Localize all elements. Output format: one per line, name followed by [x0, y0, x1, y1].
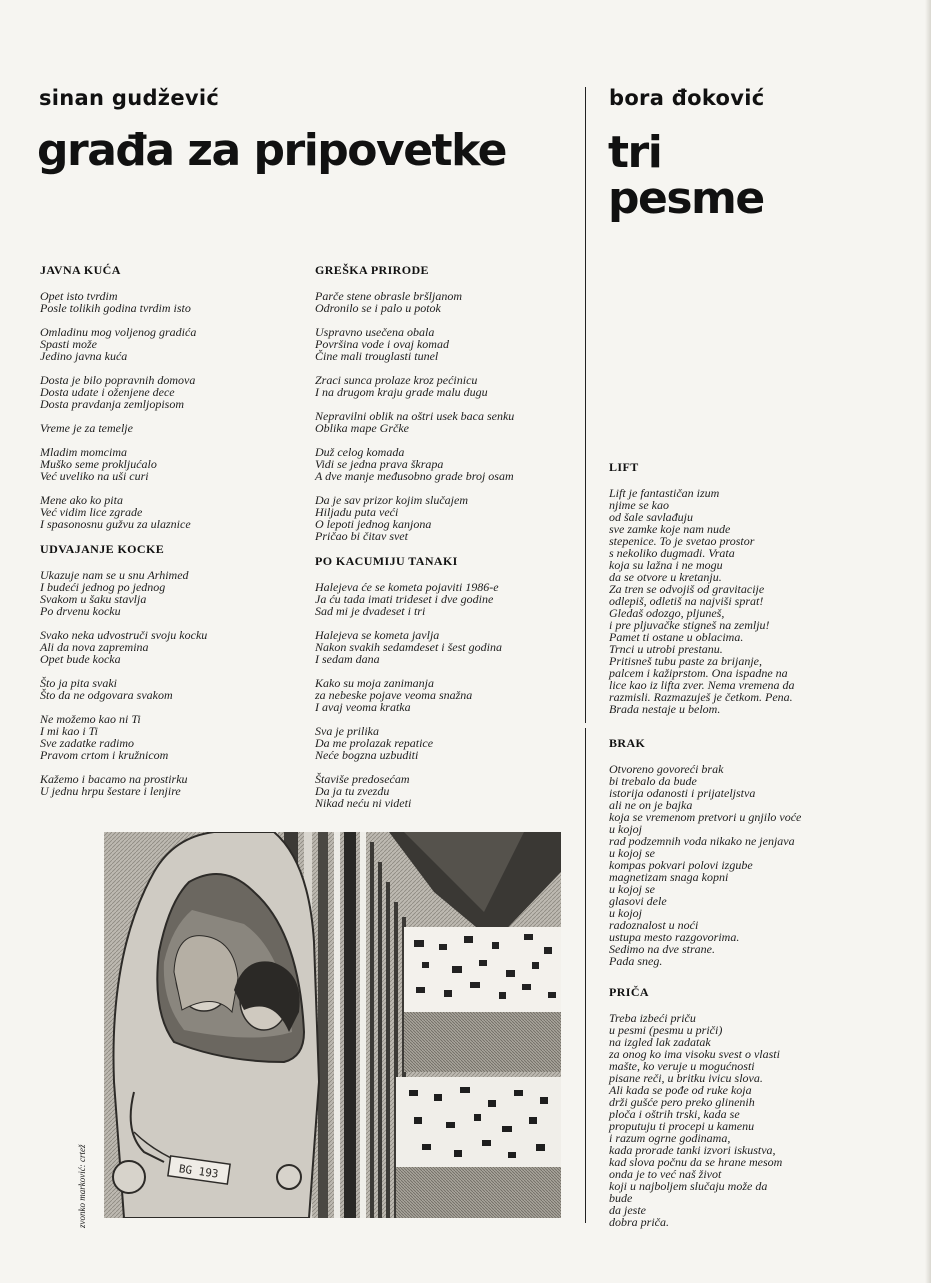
illustration-drawing	[104, 832, 561, 1218]
car-drawing	[113, 832, 319, 1218]
poem-title-po-kacumiju-tanaki: PO KACUMIJU TANAKI	[315, 554, 458, 568]
drawing-svg	[104, 832, 561, 1218]
left-title-text: građa za pripovetke	[37, 125, 506, 176]
poem-title-lift: LIFT	[609, 460, 639, 474]
stanza: Vreme je za temelje	[40, 421, 133, 435]
page-edge	[925, 0, 931, 1283]
right-title	[608, 127, 764, 224]
stanza: Zraci sunca prolaze kroz pećinicu I na drugom kraju grade malu dugu	[315, 373, 488, 399]
stanza: Dosta je bilo popravnih domova Dosta udate i oženjene dece Dosta pravdanja zemljopisom	[40, 373, 196, 411]
stanza: Sva je prilika Da me prolazak repatice Neće bogzna uzbuditi	[315, 724, 434, 762]
poem-column-1	[40, 263, 300, 809]
column-divider-bottom	[585, 728, 586, 1223]
stanza: Nepravilni oblik na oštri usek baca senku Oblika mape Grčke	[315, 409, 515, 435]
stanza: Ne možemo kao ni Ti I mi kao i Ti Sve zadatke radimo Pravom crtom i kružnicom	[40, 712, 169, 762]
right-poem-lift	[609, 460, 909, 715]
illustration-caption: zvonko marković: crtež	[77, 1144, 87, 1228]
stanza: Uspravno usečena obala Površina vode i ovaj komad Čine mali trouglasti tunel	[315, 325, 449, 363]
stanza: Svako neka udvostruči svoju kocku Ali da nova zapremina Opet bude kocka	[40, 628, 208, 666]
stanza: Kažemo i bacamo na prostirku U jednu hrpu šestare i lenjire	[40, 772, 188, 798]
stanza: Duž celog komada Vidi se jedna prava škrapa A dve manje međusobno grade broj osam	[315, 445, 514, 483]
stanza: Mladim momcima Muško seme prokljućalo Već uveliko na uši curi	[40, 445, 157, 483]
stanza: Da je sav prizor kojim slučajem Hiljadu puta veći O lepoti jednog kanjona Pričao bi čitav svet	[315, 493, 468, 543]
left-title	[37, 125, 506, 176]
stanza: Što ja pita svaki Što da ne odgovara svakom	[40, 676, 173, 702]
stanza: Halejeva se kometa javlja Nakon svakih sedamdeset i šest godina I sedam dana	[315, 628, 502, 666]
poem-title-brak: BRAK	[609, 736, 646, 750]
poem-text-prica: Treba izbeći priču u pesmi (pesmu u priči) na izgled lak zadatak za onog ko ima visoku svest o vlasti mašte, ko veruje u mogućnosti pisane reči, u britku ivicu slova. Ali kada se pođe od ruke koja drži gušće pero preko glinenih ploča i oštrih trski, kada se proputuju ti procepi u kamenu i razum ogrne godinama, kada prorade tanki izvori iskustva, kad slova počnu da se hrane mesom onda je to već naš život koji u najboljem slučaju može da bude da jeste dobra priča.	[609, 1011, 783, 1229]
poem-column-2	[315, 263, 577, 821]
column-divider-top	[585, 87, 586, 723]
stanza: Kako su moja zanimanja za nebeske pojave veoma snažna I avaj veoma kratka	[315, 676, 473, 714]
stanza: Parče stene obrasle bršljanom Odronilo se i palo u potok	[315, 289, 462, 315]
right-title-line-1: tri	[608, 127, 662, 178]
stanza: Štaviše predosećam Da ja tu zvezdu Nikad neću ni videti	[315, 772, 412, 810]
right-poem-brak	[609, 736, 909, 967]
stanza: Omladinu mog voljenog gradića Spasti može Jedino javna kuća	[40, 325, 197, 363]
poem-title-greska-prirode: GREŠKA PRIRODE	[315, 263, 429, 277]
stanza: Mene ako ko pita Već vidim lice zgrade I spasonosnu gužvu za ulaznice	[40, 493, 191, 531]
right-author: bora đoković	[609, 86, 765, 110]
left-author: sinan gudžević	[39, 86, 220, 110]
poem-title-javna-kuca: JAVNA KUĆA	[40, 263, 121, 277]
poem-text-lift: Lift je fantastičan izum njime se kao od šale savlađuju sve zamke koje nam nude stepenice. To je svetao prostor s nekoliko dugmadi. Vrata koja su lažna i ne mogu da se otvore u kretanju. Za tren se odvojiš od gravitacije odlepiš, odletiš na najviši sprat! Gledaš odozgo, pljuneš, i pre pljuvačke stigneš na zemlju! Pamet ti ostane u oblacima. Trnci u utrobi prestanu. Pritisneš tubu paste za brijanje, palcem i kažiprstom. Ona ispadne na lice kao iz lifta zver. Nema vremena da razmisli. Razmazuješ je četkom. Pena. Brada nestaje u belom.	[609, 486, 795, 716]
stanza: Opet isto tvrdim Posle tolikih godina tvrdim isto	[40, 289, 191, 315]
stanza: Ukazuje nam se u snu Arhimed I budeći jednog po jednog Svakom u šaku stavlja Po drvenu kocku	[40, 568, 189, 618]
stanza: Halejeva će se kometa pojaviti 1986-e Ja ću tada imati trideset i dve godine Sad mi je dvadeset i tri	[315, 580, 499, 618]
poem-title-prica: PRIČA	[609, 985, 649, 999]
right-poem-prica	[609, 985, 909, 1228]
license-plate: BG 193	[178, 1162, 220, 1181]
poem-title-udvajanje-kocke: UDVAJANJE KOCKE	[40, 542, 165, 556]
right-title-line-2: pesme	[608, 173, 764, 224]
poem-text-brak: Otvoreno govoreći brak bi trebalo da bude istorija odanosti i prijateljstva ali ne on je bajka koja se vremenom pretvori u gnjilo voće u kojoj rad podzemnih voda nikako ne jenjava u kojoj se kompas pokvari polovi izgube magnetizam snaga kopni u kojoj se glasovi dele u kojoj radoznalost u noći ustupa mesto razgovorima. Sedimo na dve strane. Pada sneg.	[609, 762, 802, 968]
